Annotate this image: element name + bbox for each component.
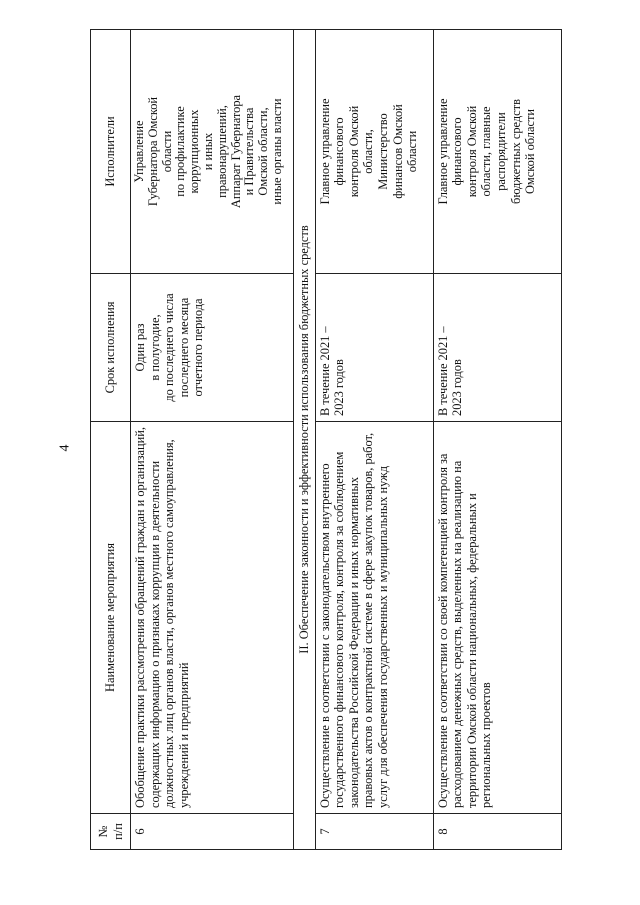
table-row — [131, 30, 294, 850]
section-title: II. Обеспечение законности и эффективности использования бюджетных средств — [294, 30, 316, 850]
row-executors: Управление Губернатора Омской области по профилактике коррупционных и иных правонарушений, Аппарат Губернатора и Правительства Омской области, иные органы власти — [131, 30, 294, 274]
row-number: 6 — [131, 814, 294, 850]
row-deadline: В течение 2021 – 2023 годов — [315, 274, 433, 422]
table-row — [433, 30, 561, 850]
header-num: № п/п — [91, 814, 131, 850]
row-executors: Главное управление финансового контроля Омской области, главные распорядители бюджетных средств Омской области — [433, 30, 561, 274]
row-deadline: В течение 2021 – 2023 годов — [433, 274, 561, 422]
header-executors: Исполнители — [91, 30, 131, 274]
row-deadline: Один раз в полугодие, до последнего числа последнего месяца отчетного периода — [131, 274, 294, 422]
page-number: 4 — [57, 444, 73, 452]
table-header-row — [91, 30, 131, 850]
section-row — [294, 30, 316, 850]
row-name: Обобщение практики рассмотрения обращений граждан и организаций, содержащих информацию о признаках коррупции в деятельности должностных лиц органов власти, органов местного самоуправления, учреждений и предприятий — [131, 422, 294, 814]
row-number: 8 — [433, 814, 561, 850]
measures-table — [90, 29, 562, 850]
row-number: 7 — [315, 814, 433, 850]
row-name: Осуществление в соответствии со своей компетенцией контроля за расходованием денежных средств, выделенных на реализацию на территории Омской области национальных, федеральных и региональных проектов — [433, 422, 561, 814]
rotated-page-content — [90, 30, 580, 850]
row-executors: Главное управление финансового контроля Омской области, Министерство финансов Омской области — [315, 30, 433, 274]
table-row — [315, 30, 433, 850]
row-name: Осуществление в соответствии с законодательством внутреннего государственного финансового контроля, контроля за соблюдением законодательства Российской Федерации и иных нормативных правовых актов о контрактной системе в сфере закупок товаров, работ, услуг для обеспечения государственных и муниципальных нужд — [315, 422, 433, 814]
header-name: Наименование мероприятия — [91, 422, 131, 814]
header-deadline: Срок исполнения — [91, 274, 131, 422]
